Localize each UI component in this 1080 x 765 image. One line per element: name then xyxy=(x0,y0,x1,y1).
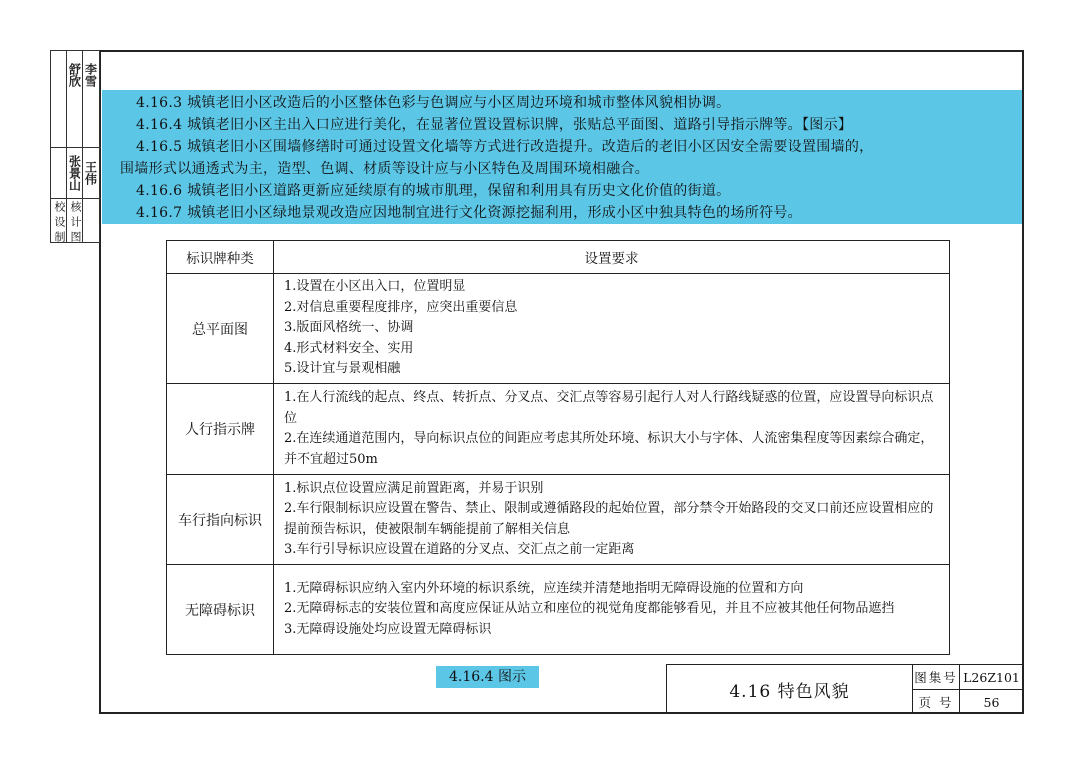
table-cell-items xyxy=(274,384,950,475)
table-cell-kind: 人行指示牌 xyxy=(167,384,274,475)
table-row xyxy=(167,384,950,475)
title-block xyxy=(666,664,1022,713)
table-row xyxy=(167,475,950,565)
list-item: 3.无障碍设施处均应设置无障碍标识 xyxy=(284,621,492,637)
atlas-number-label: 图集号 xyxy=(913,665,960,689)
sidebar-divider xyxy=(51,147,101,148)
sidebar-role-design: 设 xyxy=(53,216,66,227)
signature-b2: 王伟 xyxy=(83,161,98,185)
sidebar-label-plan: 计 xyxy=(69,216,82,227)
table-header-requirements: 设置要求 xyxy=(274,241,950,274)
table-cell-kind: 总平面图 xyxy=(167,274,274,384)
section-title: 4.16 特色风貌 xyxy=(667,665,913,713)
list-item: 3.车行引导标识应设置在道路的分叉点、交汇点之前一定距离 xyxy=(284,542,635,557)
sidebar-label-review: 核 xyxy=(69,201,82,212)
list-item: 1.无障碍标识应纳入室内外环境的标识系统，应连续并清楚地指明无障碍设施的位置和方向 xyxy=(284,580,804,596)
list-item: 2.对信息重要程度排序，应突出重要信息 xyxy=(284,299,518,315)
list-item: 3.版面风格统一、协调 xyxy=(284,320,414,336)
list-item: 4.形式材料安全、实用 xyxy=(284,340,414,356)
signature-b1: 李雪 xyxy=(83,63,98,87)
clause-4-16-7: 4.16.7 城镇老旧小区绿地景观改造应因地制宜进行文化资源挖掘利用，形成小区中独具特色的场所符号。 xyxy=(136,205,802,221)
review-sidebar xyxy=(50,50,100,243)
table-cell-items xyxy=(274,565,950,655)
clause-4-16-3: 4.16.3 城镇老旧小区改造后的小区整体色彩与色调应与小区周边环境和城市整体风貌相协调。 xyxy=(136,95,731,111)
atlas-number: L26Z101 xyxy=(963,669,1020,685)
table-cell-items xyxy=(274,274,950,384)
list-item: 5.设计宜与景观相融 xyxy=(284,361,401,377)
list-item: 2.在连续通道范围内，导向标识点位的间距应考虑其所处环境、标识大小与字体、人流密集程度等因素综合确定，并不宜超过50m xyxy=(284,431,934,467)
signature-a2: 张景山 xyxy=(67,155,82,191)
page-number: 56 xyxy=(983,694,1000,710)
clause-4-16-5-cont: 围墙形式以通透式为主，造型、色调、材质等设计应与小区特色及周围环境相融合。 xyxy=(120,161,650,177)
signage-requirements-table xyxy=(166,240,950,655)
figure-caption: 4.16.4 图示 xyxy=(436,666,539,688)
table-cell-kind: 无障碍标识 xyxy=(167,565,274,655)
table-row xyxy=(167,565,950,655)
sidebar-label-chart: 图 xyxy=(69,231,82,242)
table-header-row xyxy=(167,241,950,274)
table-header-kind: 标识牌种类 xyxy=(167,241,274,274)
clauses-block xyxy=(120,92,1016,224)
sidebar-role-check: 校 xyxy=(53,201,66,212)
list-item: 1.标识点位设置应满足前置距离，并易于识别 xyxy=(284,480,544,496)
clause-4-16-5: 4.16.5 城镇老旧小区围墙修缮时可通过设置文化墙等方式进行改造提升。改造后的老旧小区因安全需要设置围墙的， xyxy=(136,139,874,155)
list-item: 2.车行限制标识应设置在警告、禁止、限制或遵循路段的起始位置，部分禁令开始路段的交叉口前还应设置相应的提前预告标识，使被限制车辆能提前了解相关信息 xyxy=(284,501,934,537)
page-number-label: 页 号 xyxy=(913,690,960,714)
sidebar-role-draw: 制 xyxy=(53,231,66,242)
table-cell-items xyxy=(274,475,950,565)
list-item: 2.无障碍标志的安装位置和高度应保证从站立和座位的视觉角度都能够看见，并且不应被其他任何物品遮挡 xyxy=(284,601,895,617)
list-item: 1.设置在小区出入口，位置明显 xyxy=(284,279,466,295)
clause-4-16-4: 4.16.4 城镇老旧小区主出入口应进行美化，在显著位置设置标识牌，张贴总平面图、道路引导指示牌等。【图示】 xyxy=(136,117,853,133)
sidebar-divider xyxy=(51,198,101,199)
list-item: 1.在人行流线的起点、终点、转折点、分叉点、交汇点等容易引起行人对人行路线疑惑的位置，应设置导向标识点位 xyxy=(284,390,934,426)
table-cell-kind: 车行指向标识 xyxy=(167,475,274,565)
signature-a1: 舒欣 xyxy=(67,63,82,87)
clause-4-16-6: 4.16.6 城镇老旧小区道路更新应延续原有的城市肌理，保留和利用具有历史文化价值的街道。 xyxy=(136,183,731,199)
table-row xyxy=(167,274,950,384)
